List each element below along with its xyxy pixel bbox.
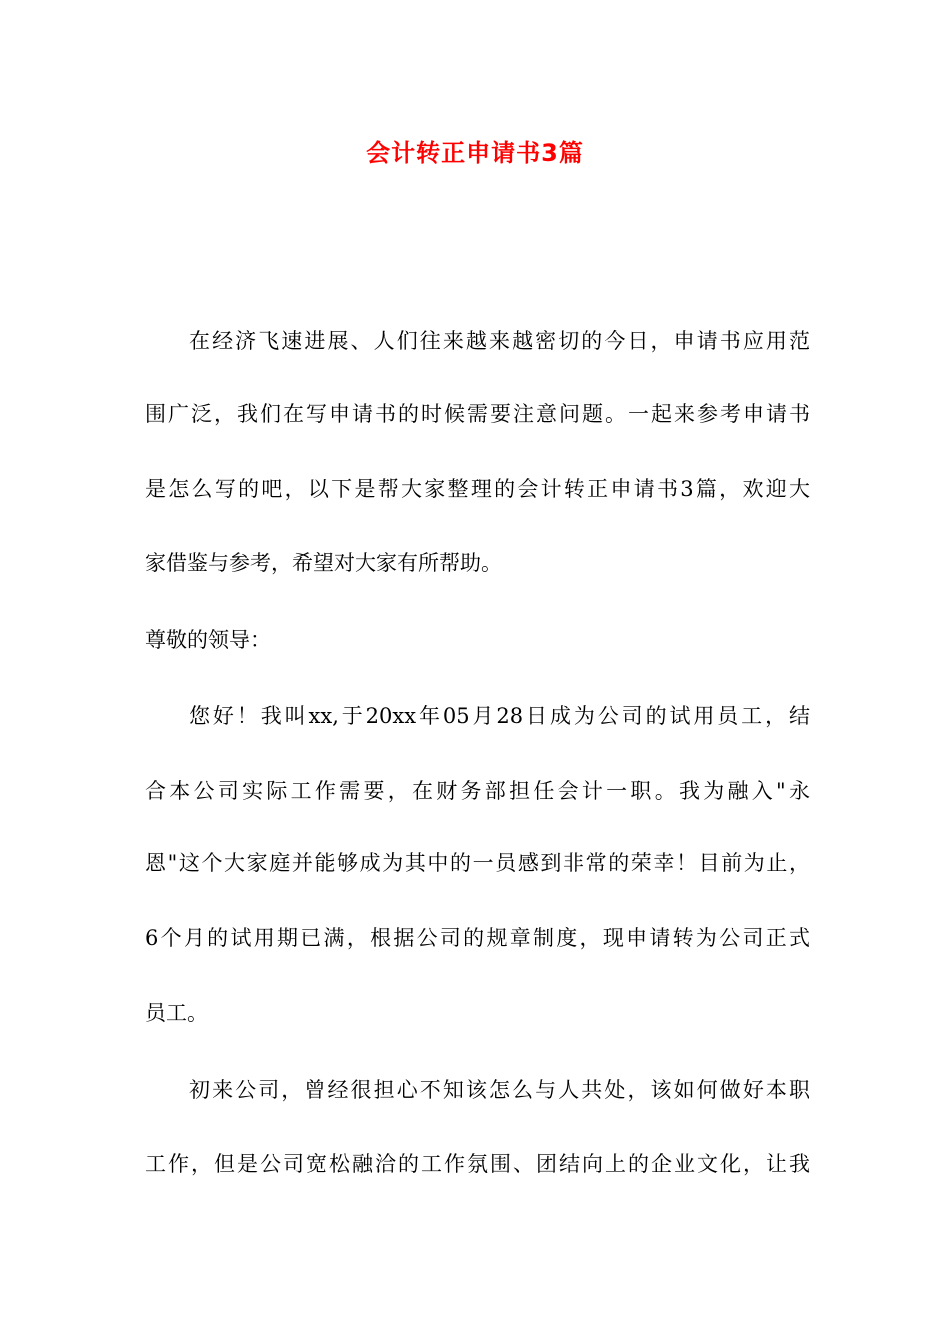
body-line-2: 合本公司实际工作需要，在财务部担任会计一职。我为融入"永 (145, 779, 810, 803)
body-line-3: 恩"这个大家庭并能够成为其中的一员感到非常的荣幸！目前为止， (145, 851, 810, 875)
body-line-1: 您好！我叫xx,于20xx年05月28日成为公司的试用员工，结 (189, 704, 810, 728)
body-line-4: 6个月的试用期已满，根据公司的规章制度，现申请转为公司正式 (145, 926, 810, 950)
body-line-6: 初来公司，曾经很担心不知该怎么与人共处，该如何做好本职 (189, 1078, 810, 1102)
body-line-7: 工作，但是公司宽松融洽的工作氛围、团结向上的企业文化，让我 (145, 1152, 810, 1176)
body-line-5: 员工。 (145, 1001, 208, 1025)
intro-line-4: 家借鉴与参考，希望对大家有所帮助。 (145, 551, 502, 575)
intro-line-3: 是怎么写的吧，以下是帮大家整理的会计转正申请书3篇，欢迎大 (145, 477, 810, 501)
salutation: 尊敬的领导： (145, 628, 271, 652)
intro-line-1: 在经济飞速进展、人们往来越来越密切的今日，申请书应用范 (189, 329, 810, 353)
document-title: 会计转正申请书3篇 (366, 139, 584, 167)
intro-line-2: 围广泛，我们在写申请书的时候需要注意问题。一起来参考申请书 (145, 402, 810, 426)
